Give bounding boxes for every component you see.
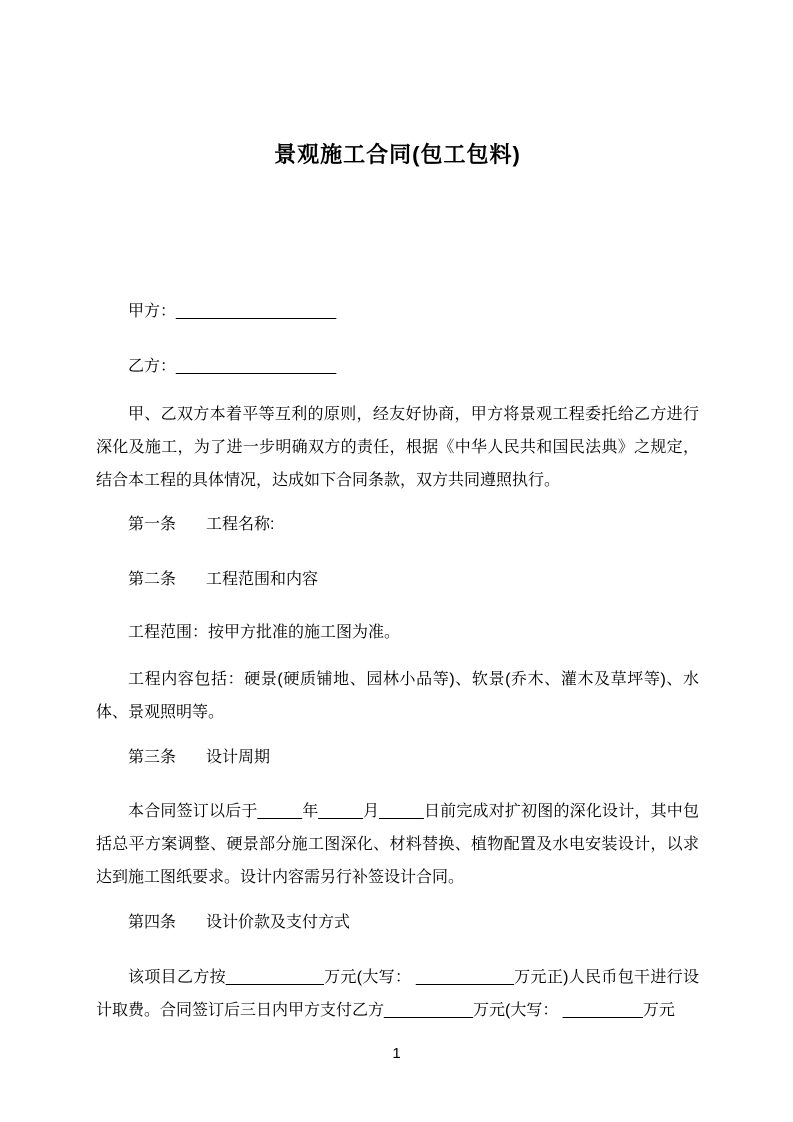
party-a-blank-field: __________________ bbox=[176, 303, 337, 320]
clause-2-title: 工程范围和内容 bbox=[206, 571, 319, 588]
party-b-blank-field: __________________ bbox=[176, 358, 337, 375]
clause-4-number: 第四条 bbox=[128, 914, 177, 931]
party-b-label: 乙方： bbox=[128, 358, 177, 375]
document-title: 景观施工合同(包工包料) bbox=[274, 142, 521, 167]
content-paragraph: 工程内容包括：硬景(硬质铺地、园林小品等)、软景(乔木、灌木及草坪等)、水体、景观照明等。 bbox=[96, 671, 699, 721]
clause-3-heading bbox=[96, 741, 699, 774]
intro-paragraph: 甲、乙双方本着平等互利的原则，经友好协商，甲方将景观工程委托给乙方进行深化及施工，为了进一步明确双方的责任，根据《中华人民共和国民法典》之规定，结合本工程的具体情况，达成如下合同条款，双方共同遵照执行。 bbox=[96, 406, 699, 489]
clause-2-heading bbox=[96, 563, 699, 596]
design-period-paragraph: 本合同签订以后于_____年_____月_____日前完成对扩初图的深化设计，其中包括总平方案调整、硬景部分施工图深化、材料替换、植物配置及水电安装设计，以求达到施工图纸要求。设计内容需另行补签设计合同。 bbox=[96, 803, 699, 886]
scope-paragraph: 工程范围：按甲方批准的施工图为准。 bbox=[128, 624, 401, 641]
party-a-line bbox=[96, 295, 699, 328]
clause-3-title: 设计周期 bbox=[206, 749, 271, 766]
party-b-line bbox=[96, 350, 699, 383]
payment-paragraph: 该项目乙方按___________万元(大写： ___________万元正)人民币包干进行设计取费。合同签订后三日内甲方支付乙方__________万元(大写： _________万元 bbox=[96, 969, 699, 1019]
clause-3-number: 第三条 bbox=[128, 749, 177, 766]
party-a-label: 甲方： bbox=[128, 303, 177, 320]
clause-2-number: 第二条 bbox=[128, 571, 177, 588]
clause-4-title: 设计价款及支付方式 bbox=[206, 914, 351, 931]
clause-4-heading bbox=[96, 906, 699, 939]
clause-1-title: 工程名称: bbox=[206, 516, 275, 533]
page-number: 1 bbox=[392, 1045, 401, 1062]
clause-1-number: 第一条 bbox=[128, 516, 177, 533]
clause-1-heading bbox=[96, 508, 699, 541]
